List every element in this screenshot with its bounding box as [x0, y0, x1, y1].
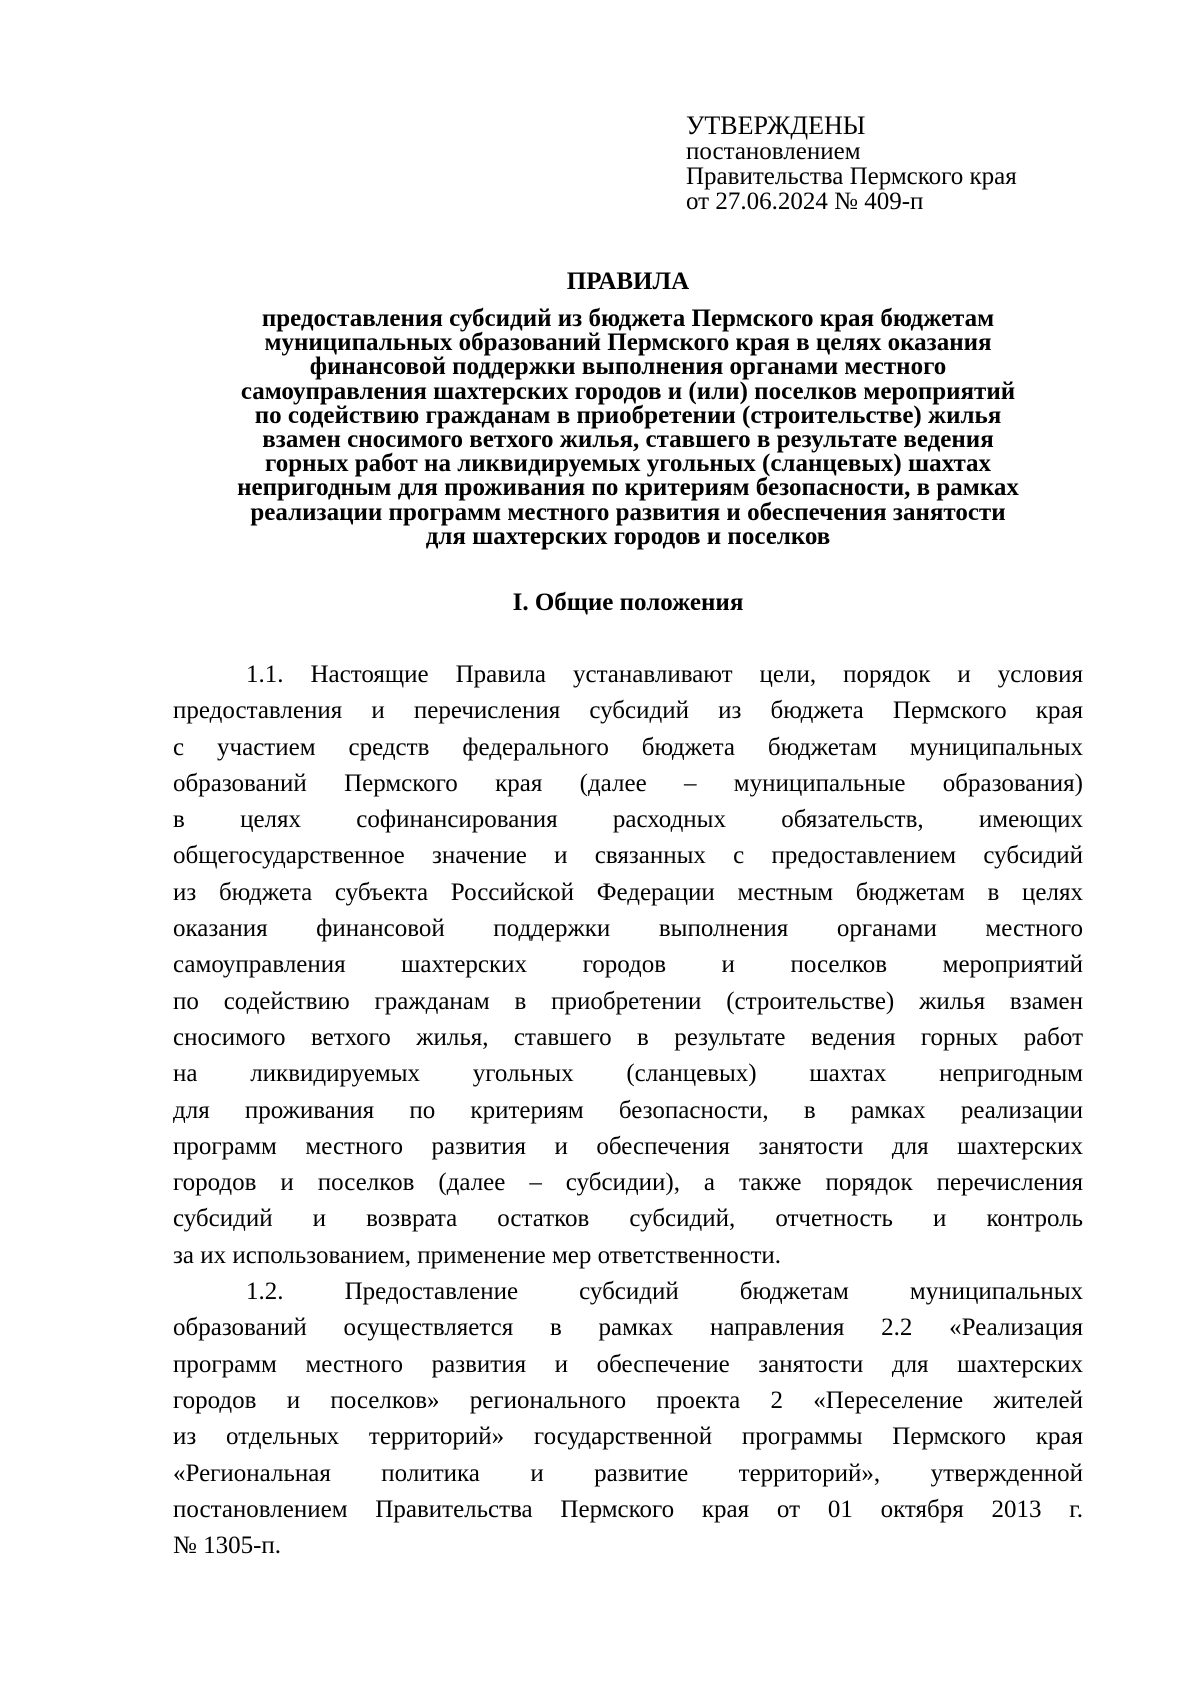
paragraph-line: общегосударственное значение и связанных с предоставлением субсидий: [173, 842, 1083, 870]
approval-heading: УТВЕРЖДЕНЫ: [686, 111, 866, 140]
subtitle-line: по содействию гражданам в приобретении (строительстве) жилья: [254, 401, 1002, 429]
subtitle-line: муниципальных образований Пермского края в целях оказания: [264, 329, 992, 357]
subtitle-line: финансовой поддержки выполнения органами местного: [309, 353, 947, 381]
paragraph-line: № 1305-п.: [173, 1532, 282, 1560]
paragraph-line: сносимого ветхого жилья, ставшего в результате ведения горных работ: [173, 1023, 1083, 1051]
subtitle-line: взамен сносимого ветхого жилья, ставшего в результате ведения: [262, 426, 994, 454]
paragraph-line: программ местного развития и обеспечения занятости для шахтерских: [173, 1132, 1083, 1160]
approval-date-number: от 27.06.2024 № 409-п: [686, 188, 924, 215]
paragraph-line: «Региональная политика и развитие территорий», утвержденной: [173, 1459, 1083, 1487]
paragraph-line: с участием средств федерального бюджета бюджетам муниципальных: [173, 733, 1083, 761]
paragraph-line: из отдельных территорий» государственной программы Пермского края: [173, 1423, 1083, 1451]
paragraph-line: для проживания по критериям безопасности, в рамках реализации: [173, 1096, 1083, 1124]
document-body: [173, 657, 1083, 1564]
paragraph-line: предоставления и перечисления субсидий из бюджета Пермского края: [173, 697, 1083, 725]
section-heading: I. Общие положения: [512, 589, 744, 616]
paragraph-line: образований осуществляется в рамках направления 2.2 «Реализация: [173, 1314, 1083, 1342]
paragraph-line: городов и поселков» регионального проекта 2 «Переселение жителей: [173, 1386, 1083, 1414]
paragraph-line: городов и поселков (далее – субсидии), а также порядок перечисления: [173, 1169, 1083, 1197]
subtitle-line: для шахтерских городов и поселков: [425, 522, 831, 550]
paragraph-line: из бюджета субъекта Российской Федерации местным бюджетам в целях: [173, 878, 1083, 906]
document-title: ПРАВИЛА: [566, 268, 690, 295]
approval-block: [686, 112, 1166, 214]
paragraph-line: самоуправления шахтерских городов и поселков мероприятий: [173, 951, 1083, 979]
paragraph-line: образований Пермского края (далее – муниципальные образования): [173, 769, 1083, 797]
approval-line: Правительства Пермского края: [686, 163, 1017, 190]
subtitle-line: горных работ на ликвидируемых угольных (сланцевых) шахтах: [264, 450, 992, 478]
paragraph-line: на ликвидируемых угольных (сланцевых) шахтах непригодным: [173, 1060, 1083, 1088]
subtitle-line: предоставления субсидий из бюджета Пермского края бюджетам: [261, 305, 995, 332]
approval-line: постановлением: [686, 138, 861, 165]
paragraph-line: постановлением Правительства Пермского края от 01 октября 2013 г.: [173, 1495, 1083, 1523]
subtitle-line: самоуправления шахтерских городов и (или) поселков мероприятий: [240, 377, 1016, 405]
paragraph-line: в целях софинансирования расходных обязательств, имеющих: [173, 806, 1083, 834]
paragraph-line: 1.2. Предоставление субсидий бюджетам муниципальных: [246, 1278, 1083, 1306]
paragraph-line: по содействию гражданам в приобретении (строительстве) жилья взамен: [173, 987, 1083, 1015]
document-subtitle: [150, 307, 1106, 549]
subtitle-line: непригодным для проживания по критериям безопасности, в рамках: [237, 474, 1019, 502]
paragraph-line: за их использованием, применение мер ответственности.: [173, 1241, 782, 1269]
subtitle-line: реализации программ местного развития и обеспечения занятости: [250, 498, 1006, 526]
paragraph-line: субсидий и возврата остатков субсидий, отчетность и контроль: [173, 1205, 1083, 1233]
paragraph-line: оказания финансовой поддержки выполнения органами местного: [173, 915, 1083, 943]
paragraph-line: программ местного развития и обеспечение занятости для шахтерских: [173, 1350, 1083, 1378]
paragraph-line: 1.1. Настоящие Правила устанавливают цели, порядок и условия: [246, 661, 1083, 688]
